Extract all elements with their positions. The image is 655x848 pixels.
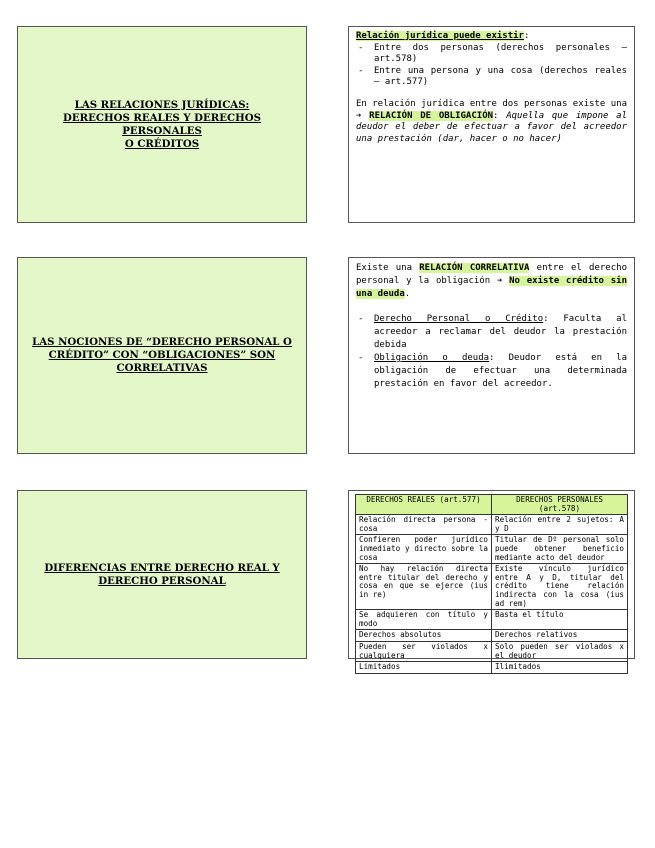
- table-cell: Confieren poder jurídico inmediato y directo sobre la cosa: [356, 535, 492, 564]
- definition: : Deudor está en la obligación de efectuar una determinada prestación en favor del acreedor.: [374, 353, 627, 389]
- term: Obligación o deuda: [374, 353, 490, 363]
- para-text: Existe una: [356, 263, 420, 273]
- table-cell: Basta el título: [492, 610, 628, 630]
- slide-4-list: [356, 313, 627, 391]
- list-item: - Entre una persona y una cosa (derechos reales – art.577): [356, 66, 627, 89]
- para-italic: Aquella que: [506, 110, 576, 121]
- table-row: [356, 662, 628, 674]
- arrow-icon: ➔: [496, 276, 503, 286]
- arrow-icon: ➔: [356, 110, 362, 121]
- para-highlight: RELACIÓN CORRELATIVA: [419, 263, 530, 273]
- column-header: DERECHOS PERSONALES (art.578): [492, 495, 628, 515]
- table-cell: Solo pueden ser violados x el deudor: [492, 641, 628, 661]
- table-cell: Relación directa persona - cosa: [356, 515, 492, 535]
- table-cell: No hay relación directa entre titular del derecho y cosa en que se ejerce (ius in re): [356, 564, 492, 610]
- slide-3-title: LAS NOCIONES DE “DERECHO PERSONAL O CRÉDITO” CON “OBLIGACIONES” SON CORRELATIVAS: [32, 336, 292, 374]
- heading-colon: :: [523, 31, 530, 41]
- table-cell: Ilimitados: [492, 662, 628, 674]
- table-header-row: [356, 495, 628, 515]
- slide-3: [17, 257, 307, 454]
- title-line-3: O CRÉDITOS: [124, 137, 200, 150]
- table-cell: Existe vínculo jurídico entre A y D, titular del crédito tiene relación indirecta con la cosa (ius ad rem): [492, 564, 628, 610]
- title-line-2: DERECHOS REALES Y DERECHOS PERSONALES: [63, 111, 261, 137]
- slide-1-title: [18, 99, 306, 151]
- table-row: [356, 535, 628, 564]
- para-text: En relación jurídica entre dos personas existe una: [356, 98, 627, 109]
- slide-1: [17, 26, 307, 223]
- table-cell: Limitados: [356, 662, 492, 674]
- list-item: [356, 313, 627, 352]
- table-cell: Derechos relativos: [492, 630, 628, 642]
- table-row: [356, 641, 628, 661]
- table-row: [356, 564, 628, 610]
- comparison-table: [355, 494, 628, 674]
- slide-5: [17, 490, 307, 659]
- para-colon: :: [493, 110, 499, 121]
- table-cell: Relación entre 2 sujetos: A y D: [492, 515, 628, 535]
- slide-4: [348, 257, 635, 454]
- slide-2-heading: [356, 31, 627, 43]
- slide-2: [348, 26, 635, 223]
- slide-2-list: [356, 43, 627, 89]
- para-end: .: [404, 289, 411, 299]
- definition: : Faculta al acreedor a reclamar del deudor la prestación debida: [374, 314, 627, 350]
- column-header: DERECHOS REALES (art.577): [356, 495, 492, 515]
- table-cell: Titular de Dº personal solo puede obtener beneficio mediante acto del deudor: [492, 535, 628, 564]
- table-row: [356, 610, 628, 630]
- table-cell: Derechos absolutos: [356, 630, 492, 642]
- table-row: [356, 630, 628, 642]
- title-line-1: LAS RELACIONES JURÍDICAS:: [74, 98, 250, 111]
- slide-6: [348, 490, 635, 672]
- para-emphasis: impone: [575, 110, 609, 121]
- term: Derecho Personal o Crédito: [374, 314, 544, 324]
- para-text: entre el derecho personal y la obligación: [356, 263, 627, 286]
- para-highlight: No existe crédito sin una deuda: [356, 276, 627, 299]
- table-cell: Se adquieren con título y modo: [356, 610, 492, 630]
- slide-5-title: DIFERENCIAS ENTRE DERECHO REAL Y DERECHO PERSONAL: [44, 561, 280, 587]
- slide-4-paragraph: [356, 262, 627, 301]
- list-item: - Entre dos personas (derechos personales – art.578): [356, 43, 627, 66]
- para-italic: al deudor el deber de efectuar a favor del acreedor una prestación (dar, hacer o no hacer): [356, 110, 627, 144]
- list-item: [356, 352, 627, 391]
- slide-2-paragraph: [356, 99, 627, 145]
- table-cell: Pueden ser violados x cualquiera: [356, 641, 492, 661]
- heading-text: Relación jurídica puede existir: [356, 31, 524, 41]
- table-row: [356, 515, 628, 535]
- para-highlight: RELACIÓN DE OBLIGACIÓN: [369, 110, 494, 121]
